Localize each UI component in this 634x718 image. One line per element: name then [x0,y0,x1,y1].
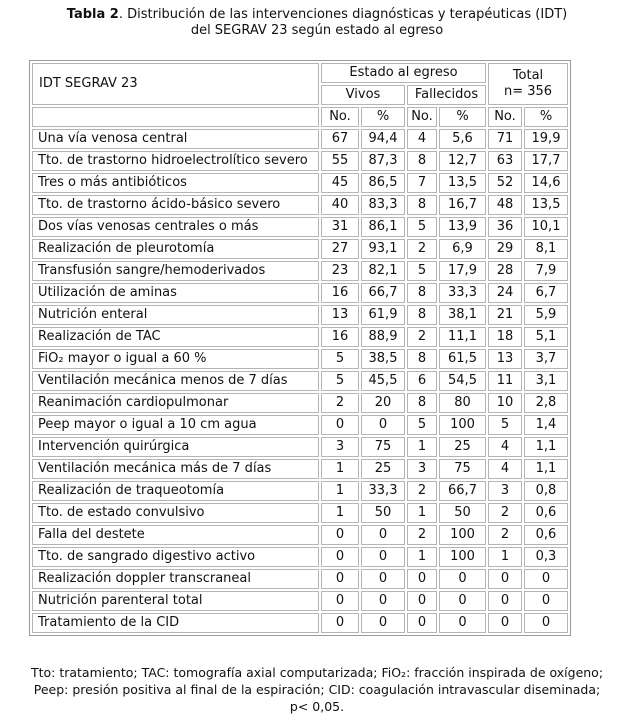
cell-total-no: 3 [488,481,522,501]
caption-line-1 [0,7,634,23]
cell-fallecidos-no: 8 [407,195,437,215]
cell-total-pct: 1,1 [524,459,568,479]
cell-fallecidos-pct: 0 [439,569,486,589]
cell-vivos-pct: 0 [361,613,405,633]
row-label: Falla del destete [32,525,319,545]
cell-fallecidos-pct: 61,5 [439,349,486,369]
cell-vivos-pct: 25 [361,459,405,479]
row-label: Una vía venosa central [32,129,319,149]
cell-fallecidos-pct: 50 [439,503,486,523]
footnote-line-3: p< 0,05. [289,699,345,714]
cell-fallecidos-pct: 11,1 [439,327,486,347]
cell-total-no: 21 [488,305,522,325]
row-label: FiO₂ mayor o igual a 60 % [32,349,319,369]
cell-vivos-no: 16 [321,283,359,303]
row-label: Tto. de sangrado digestivo activo [32,547,319,567]
row-label: Nutrición enteral [32,305,319,325]
cell-vivos-no: 0 [321,547,359,567]
row-label: Reanimación cardiopulmonar [32,393,319,413]
cell-fallecidos-pct: 75 [439,459,486,479]
cell-fallecidos-no: 7 [407,173,437,193]
cell-vivos-pct: 0 [361,525,405,545]
cell-vivos-pct: 66,7 [361,283,405,303]
cell-vivos-no: 55 [321,151,359,171]
footnote-line-2: Peep: presión positiva al final de la espiración; CID: coagulación intravascular diseminada; [33,682,601,697]
cell-total-pct: 0,6 [524,503,568,523]
cell-vivos-no: 0 [321,525,359,545]
header-estado-egreso: Estado al egreso [321,63,486,83]
cell-fallecidos-no: 4 [407,129,437,149]
cell-fallecidos-pct: 0 [439,591,486,611]
cell-vivos-no: 45 [321,173,359,193]
table-row [32,129,568,149]
cell-vivos-pct: 87,3 [361,151,405,171]
cell-vivos-pct: 88,9 [361,327,405,347]
cell-vivos-no: 2 [321,393,359,413]
cell-vivos-no: 31 [321,217,359,237]
cell-total-pct: 1,1 [524,437,568,457]
row-label: Realización de pleurotomía [32,239,319,259]
cell-total-pct: 3,1 [524,371,568,391]
cell-vivos-pct: 93,1 [361,239,405,259]
row-label: Tratamiento de la CID [32,613,319,633]
cell-total-no: 4 [488,437,522,457]
cell-total-no: 71 [488,129,522,149]
cell-total-no: 28 [488,261,522,281]
cell-fallecidos-no: 1 [407,503,437,523]
header-total-n: n= 356 [503,84,553,99]
cell-total-pct: 14,6 [524,173,568,193]
cell-vivos-no: 3 [321,437,359,457]
cell-fallecidos-pct: 100 [439,547,486,567]
table-row [32,173,568,193]
table-row [32,327,568,347]
cell-total-pct: 10,1 [524,217,568,237]
cell-total-pct: 0 [524,569,568,589]
table-row [32,503,568,523]
cell-total-no: 2 [488,503,522,523]
header-empty-cell [32,107,319,127]
cell-fallecidos-pct: 17,9 [439,261,486,281]
cell-fallecidos-no: 2 [407,327,437,347]
cell-vivos-no: 0 [321,415,359,435]
cell-fallecidos-no: 2 [407,481,437,501]
cell-total-pct: 0,8 [524,481,568,501]
cell-total-pct: 17,7 [524,151,568,171]
cell-vivos-no: 67 [321,129,359,149]
row-label: Realización doppler transcraneal [32,569,319,589]
header-row-1 [32,63,568,83]
header-fallecidos: Fallecidos [407,85,486,105]
cell-fallecidos-no: 1 [407,437,437,457]
cell-fallecidos-pct: 16,7 [439,195,486,215]
row-label: Peep mayor o igual a 10 cm agua [32,415,319,435]
cell-fallecidos-no: 0 [407,591,437,611]
header-vivos-pct: % [361,107,405,127]
cell-vivos-pct: 45,5 [361,371,405,391]
cell-total-pct: 0 [524,591,568,611]
cell-vivos-no: 1 [321,459,359,479]
cell-vivos-pct: 33,3 [361,481,405,501]
cell-fallecidos-no: 8 [407,151,437,171]
cell-fallecidos-no: 2 [407,525,437,545]
row-label: Tres o más antibióticos [32,173,319,193]
cell-vivos-no: 13 [321,305,359,325]
table-row [32,261,568,281]
table-row [32,305,568,325]
header-idt: IDT SEGRAV 23 [32,63,319,105]
row-label: Utilización de aminas [32,283,319,303]
cell-total-pct: 5,9 [524,305,568,325]
cell-fallecidos-no: 6 [407,371,437,391]
cell-vivos-no: 0 [321,569,359,589]
cell-vivos-no: 0 [321,591,359,611]
cell-vivos-no: 1 [321,481,359,501]
table-row [32,481,568,501]
cell-total-no: 18 [488,327,522,347]
row-label: Realización de traqueotomía [32,481,319,501]
cell-fallecidos-pct: 6,9 [439,239,486,259]
table-caption [0,7,634,39]
cell-fallecidos-pct: 80 [439,393,486,413]
cell-fallecidos-no: 5 [407,415,437,435]
cell-vivos-pct: 0 [361,547,405,567]
cell-total-pct: 13,5 [524,195,568,215]
cell-vivos-pct: 0 [361,591,405,611]
row-label: Dos vías venosas centrales o más [32,217,319,237]
table-row [32,151,568,171]
cell-fallecidos-pct: 66,7 [439,481,486,501]
footnote-line-1: Tto: tratamiento; TAC: tomografía axial computarizada; FiO₂: fracción inspirada de oxígeno; [30,665,604,680]
cell-fallecidos-no: 0 [407,613,437,633]
cell-fallecidos-pct: 100 [439,415,486,435]
cell-vivos-no: 40 [321,195,359,215]
header-total [488,63,568,105]
cell-vivos-no: 0 [321,613,359,633]
idt-table [29,60,571,636]
cell-total-pct: 2,8 [524,393,568,413]
cell-total-no: 4 [488,459,522,479]
table-row [32,437,568,457]
cell-total-pct: 19,9 [524,129,568,149]
cell-total-no: 1 [488,547,522,567]
cell-vivos-pct: 61,9 [361,305,405,325]
cell-fallecidos-no: 8 [407,393,437,413]
cell-fallecidos-pct: 38,1 [439,305,486,325]
cell-total-pct: 3,7 [524,349,568,369]
cell-total-pct: 8,1 [524,239,568,259]
row-label: Tto. de trastorno ácido-básico severo [32,195,319,215]
cell-fallecidos-no: 8 [407,349,437,369]
cell-fallecidos-pct: 33,3 [439,283,486,303]
cell-total-no: 29 [488,239,522,259]
row-label: Tto. de trastorno hidroelectrolítico severo [32,151,319,171]
cell-vivos-no: 27 [321,239,359,259]
row-label: Transfusión sangre/hemoderivados [32,261,319,281]
cell-vivos-no: 5 [321,349,359,369]
cell-total-no: 63 [488,151,522,171]
cell-total-no: 13 [488,349,522,369]
caption-title-part-1: . Distribución de las intervenciones diagnósticas y terapéuticas (IDT) [118,7,568,22]
cell-fallecidos-pct: 0 [439,613,486,633]
cell-total-pct: 6,7 [524,283,568,303]
table-row [32,283,568,303]
table-row [32,371,568,391]
header-fallecidos-pct: % [439,107,486,127]
table-row [32,547,568,567]
table-body [32,129,568,633]
table-row [32,415,568,435]
header-vivos-no: No. [321,107,359,127]
table-row [32,613,568,633]
table-row [32,525,568,545]
cell-fallecidos-pct: 5,6 [439,129,486,149]
cell-fallecidos-pct: 54,5 [439,371,486,391]
table-row [32,591,568,611]
cell-vivos-pct: 20 [361,393,405,413]
table-row [32,195,568,215]
header-fallecidos-no: No. [407,107,437,127]
cell-fallecidos-no: 8 [407,305,437,325]
cell-vivos-pct: 50 [361,503,405,523]
cell-vivos-no: 5 [321,371,359,391]
cell-fallecidos-pct: 13,5 [439,173,486,193]
table-row [32,569,568,589]
cell-total-pct: 0 [524,613,568,633]
cell-fallecidos-no: 8 [407,283,437,303]
cell-total-no: 10 [488,393,522,413]
cell-total-no: 52 [488,173,522,193]
caption-table-number: Tabla 2 [66,7,119,22]
cell-fallecidos-no: 5 [407,217,437,237]
cell-vivos-pct: 0 [361,415,405,435]
header-row-3 [32,107,568,127]
cell-total-no: 0 [488,569,522,589]
cell-fallecidos-no: 2 [407,239,437,259]
table-row [32,217,568,237]
row-label: Intervención quirúrgica [32,437,319,457]
cell-total-no: 5 [488,415,522,435]
cell-fallecidos-pct: 13,9 [439,217,486,237]
cell-total-no: 0 [488,591,522,611]
cell-vivos-pct: 82,1 [361,261,405,281]
cell-vivos-no: 16 [321,327,359,347]
header-vivos: Vivos [321,85,405,105]
cell-fallecidos-no: 5 [407,261,437,281]
cell-vivos-pct: 94,4 [361,129,405,149]
cell-vivos-pct: 83,3 [361,195,405,215]
cell-vivos-pct: 0 [361,569,405,589]
header-total-pct: % [524,107,568,127]
table-row [32,393,568,413]
cell-fallecidos-no: 1 [407,547,437,567]
cell-vivos-pct: 38,5 [361,349,405,369]
cell-total-no: 24 [488,283,522,303]
cell-fallecidos-pct: 100 [439,525,486,545]
cell-total-pct: 1,4 [524,415,568,435]
cell-total-pct: 5,1 [524,327,568,347]
cell-fallecidos-no: 3 [407,459,437,479]
row-label: Nutrición parenteral total [32,591,319,611]
caption-title-part-2: del SEGRAV 23 según estado al egreso [190,23,444,38]
header-total-no: No. [488,107,522,127]
table-row [32,349,568,369]
cell-vivos-pct: 75 [361,437,405,457]
footnote [0,664,634,715]
cell-total-no: 0 [488,613,522,633]
table-wrapper [29,60,571,636]
cell-vivos-no: 1 [321,503,359,523]
cell-total-no: 11 [488,371,522,391]
cell-fallecidos-pct: 12,7 [439,151,486,171]
cell-total-no: 36 [488,217,522,237]
cell-vivos-pct: 86,1 [361,217,405,237]
cell-total-pct: 7,9 [524,261,568,281]
cell-total-pct: 0,6 [524,525,568,545]
cell-total-no: 2 [488,525,522,545]
cell-fallecidos-pct: 25 [439,437,486,457]
table-row [32,239,568,259]
header-total-label: Total [512,68,544,83]
table-row [32,459,568,479]
row-label: Ventilación mecánica menos de 7 días [32,371,319,391]
cell-fallecidos-no: 0 [407,569,437,589]
cell-vivos-pct: 86,5 [361,173,405,193]
cell-total-no: 48 [488,195,522,215]
cell-vivos-no: 23 [321,261,359,281]
row-label: Tto. de estado convulsivo [32,503,319,523]
row-label: Ventilación mecánica más de 7 días [32,459,319,479]
row-label: Realización de TAC [32,327,319,347]
cell-total-pct: 0,3 [524,547,568,567]
